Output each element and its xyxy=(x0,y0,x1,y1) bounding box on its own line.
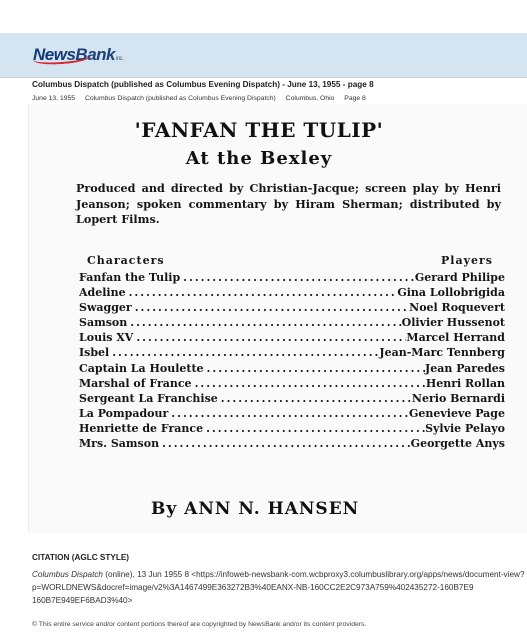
citation-line-2: p=WORLDNEWS&docref=image/v2%3A1467499E363272B3%40EANX-NB-160CC2E2C973A759%402435272-160B7E9 xyxy=(32,583,474,592)
cast-row xyxy=(79,406,505,421)
cast-row xyxy=(79,315,505,330)
article-headline: 'FANFAN THE TULIP' xyxy=(134,118,384,142)
cast-role: Samson xyxy=(79,316,128,330)
cast-player: Jean Paredes xyxy=(425,361,505,375)
cast-player: Jean-Marc Tennberg xyxy=(379,346,505,360)
cast-role: Fanfan the Tulip xyxy=(79,271,181,284)
cast-row xyxy=(79,421,505,436)
cast-role: La Pompadour xyxy=(79,406,169,420)
cast-row xyxy=(79,345,505,360)
citation-line-1 xyxy=(32,568,527,581)
newsbank-header xyxy=(0,33,527,78)
article-byline: By ANN N. HANSEN xyxy=(151,499,360,519)
cast-player: Noel Roquevert xyxy=(409,301,505,315)
cast-role: Mrs. Samson xyxy=(79,437,160,451)
logo-news: News xyxy=(33,45,76,64)
document-title: Columbus Dispatch (published as Columbus Evening Dispatch) - June 13, 1955 - page 8 xyxy=(32,80,374,89)
meta-publication: Columbus Dispatch (published as Columbus Evening Dispatch) xyxy=(84,95,276,102)
cast-leader-dots xyxy=(218,391,412,406)
cast-player: Sylvie Pelayo xyxy=(425,421,505,435)
copyright-notice: © This entire service and/or content portions thereof are copyrighted by NewsBank and/or its content providers. xyxy=(32,621,367,628)
cast-role: Louis XV xyxy=(79,331,134,345)
cast-leader-dots xyxy=(109,345,379,360)
meta-location: Columbus, Ohio xyxy=(285,95,335,102)
cast-player: Genevieve Page xyxy=(409,406,505,420)
cast-player: Marcel Herrand xyxy=(406,331,505,345)
cast-player: Olivier Hussenot xyxy=(401,316,505,330)
cast-player: Georgette Anys xyxy=(410,437,505,451)
article-subhead: At the Bexley xyxy=(185,148,333,169)
cast-role: Isbel xyxy=(79,346,110,360)
cast-leader-dots xyxy=(192,376,426,391)
cast-row xyxy=(79,330,505,345)
cast-player: Gerard Philipe xyxy=(414,271,505,284)
cast-leader-dots xyxy=(204,361,426,376)
citation-publication: Columbus Dispatch xyxy=(32,570,103,579)
cast-player: Nerio Bernardi xyxy=(411,391,505,405)
cast-row xyxy=(79,361,505,376)
cast-leader-dots xyxy=(203,421,425,436)
cast-role: Swagger xyxy=(79,301,132,315)
citation-line-3: 160B7E949EF6BAD3%40> xyxy=(32,596,133,605)
cast-leader-dots xyxy=(126,285,398,300)
cast-role: Henriette de France xyxy=(79,421,204,435)
cast-leader-dots xyxy=(132,300,409,315)
cast-leader-dots xyxy=(127,315,401,330)
cast-leader-dots xyxy=(159,436,411,451)
cast-leader-dots xyxy=(168,406,409,421)
cast-row xyxy=(79,285,505,300)
cast-header-players: Players xyxy=(441,254,493,267)
cast-row xyxy=(79,270,505,285)
cast-row xyxy=(79,376,505,391)
cast-row xyxy=(79,436,505,451)
logo-bank: Bank xyxy=(75,45,115,64)
cast-leader-dots xyxy=(180,270,415,285)
logo-inc: inc. xyxy=(116,56,124,62)
cast-role: Captain La Houlette xyxy=(79,361,204,375)
cast-role: Adeline xyxy=(79,286,126,300)
citation-heading: CITATION (AGLC STYLE) xyxy=(32,553,130,562)
citation-line1-rest: (online), 13 Jun 1955 8 <https://infoweb-newsbank-com.wcbproxy3.columbuslibrary.org/apps/news/document-view? xyxy=(103,570,525,579)
cast-player: Gina Lollobrigida xyxy=(397,286,505,300)
meta-page: Page 8 xyxy=(344,95,366,102)
cast-role: Sergeant La Franchise xyxy=(79,391,218,405)
cast-header-characters: Characters xyxy=(87,254,165,267)
cast-row xyxy=(79,391,505,406)
citation-body[interactable] xyxy=(32,568,527,607)
newspaper-clipping xyxy=(28,104,527,533)
article-credits: Produced and directed by Christian-Jacque; screen play by Henri Jeanson; spoken commentary by Hiram Sherman; distributed by Lopert Films. xyxy=(76,181,501,226)
meta-date: June 13, 1955 xyxy=(32,95,76,102)
cast-leader-dots xyxy=(133,330,406,345)
cast-player: Henri Rollan xyxy=(425,376,505,390)
cast-role: Marshal of France xyxy=(79,376,192,390)
cast-row xyxy=(79,300,505,315)
document-meta xyxy=(32,95,374,102)
cast-list xyxy=(79,270,505,451)
